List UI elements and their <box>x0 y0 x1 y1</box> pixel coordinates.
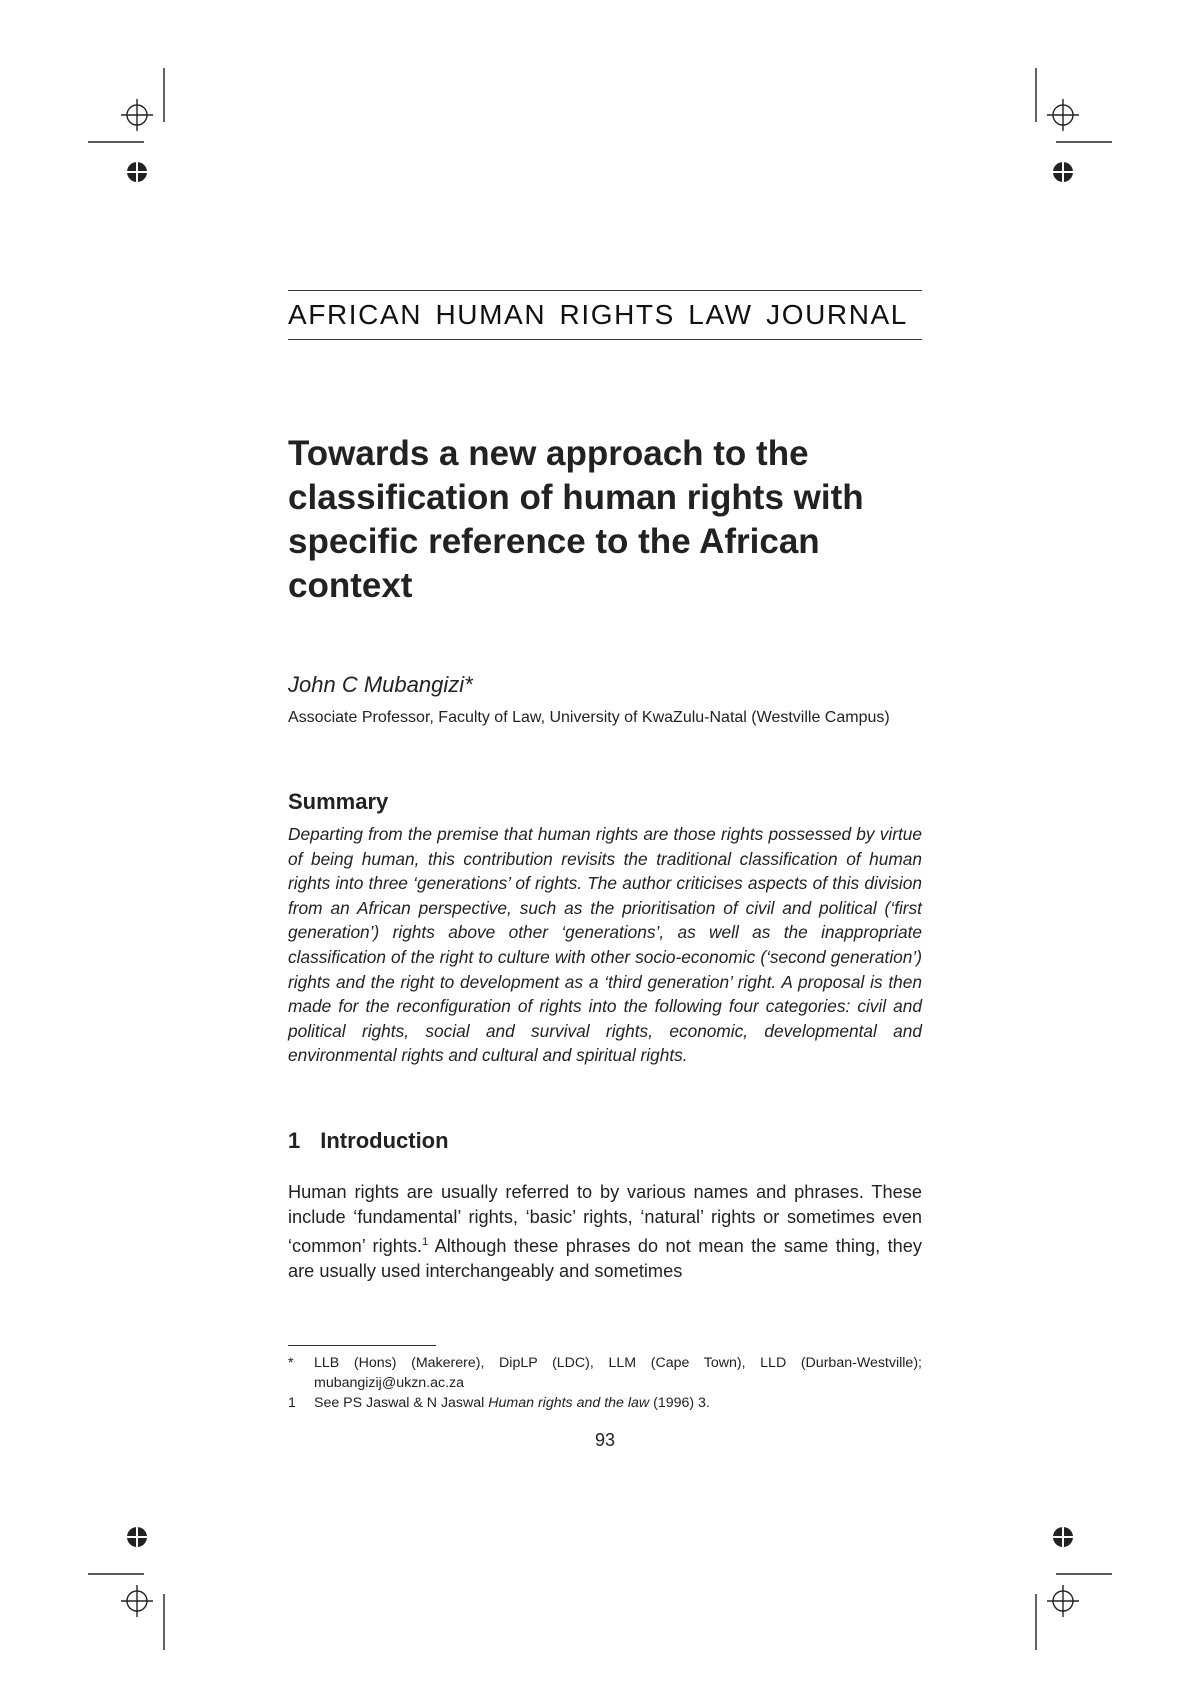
footnote-divider <box>288 1345 436 1346</box>
registration-dot-top-right <box>1050 159 1076 185</box>
summary-heading: Summary <box>288 789 389 814</box>
registration-dot-icon <box>1050 1524 1076 1550</box>
author-name: John C Mubangizi* <box>288 672 473 697</box>
registration-dot-top-left <box>124 159 150 185</box>
footnote-marker: 1 <box>288 1395 296 1411</box>
section-number: 1 <box>288 1128 301 1153</box>
author-affiliation: Associate Professor, Faculty of Law, University of KwaZulu-Natal (Westville Campus) <box>288 709 890 726</box>
footnotes <box>288 1353 922 1413</box>
registration-dot-icon <box>1050 159 1076 185</box>
registration-crosshair-icon <box>1022 1560 1112 1650</box>
crop-mark-bottom-right <box>1022 1560 1112 1650</box>
introduction-paragraph <box>288 1180 922 1284</box>
registration-dot-bottom-left <box>124 1524 150 1550</box>
footnote-marker: * <box>288 1355 294 1371</box>
registration-dot-bottom-right <box>1050 1524 1076 1550</box>
summary-text: Departing from the premise that human rights are those rights possessed by virtue of being human, this contribution revisits the traditional classification of human rights into three ‘generations’ of rights. The author criticises aspects of this division from an African perspective, such as the prioritisation of civil and political (‘first generation’) rights above other ‘generations’, as well as the inappropriate classification of the right to culture with other socio-economic (‘second generation’) rights and the right to development as a ‘third generation’ right. A proposal is then made for the reconfiguration of rights into the following four categories: civil and political rights, social and survival rights, economic, developmental and environmental rights and cultural and spiritual rights. <box>288 824 922 1066</box>
registration-crosshair-icon <box>88 1560 178 1650</box>
introduction-text-part-1: Human rights are usually referred to by various names and phrases. These include ‘fundamental’ rights, ‘basic’ rights, ‘natural’ rights or sometimes even ‘common’ rights. <box>288 1182 922 1257</box>
registration-crosshair-icon <box>1022 68 1112 158</box>
crop-mark-top-right <box>1022 68 1112 158</box>
page-number: 93 <box>594 1430 616 1450</box>
section-title: Introduction <box>320 1128 449 1153</box>
section-heading <box>288 1128 449 1154</box>
registration-dot-icon <box>124 159 150 185</box>
footnote-item <box>288 1393 922 1413</box>
footnote-citation-prefix: See PS Jaswal & N Jaswal <box>314 1395 489 1411</box>
registration-dot-icon <box>124 1524 150 1550</box>
crop-mark-bottom-left <box>88 1560 178 1650</box>
journal-name: AFRICAN HUMAN RIGHTS LAW JOURNAL <box>288 299 908 330</box>
footnote-item <box>288 1353 922 1393</box>
footnote-text: LLB (Hons) (Makerere), DipLP (LDC), LLM (Cape Town), LLD (Durban-Westville); mubangizij@ukzn.ac.za <box>314 1355 922 1391</box>
article-title: Towards a new approach to the classification of human rights with specific reference to the African context <box>288 434 864 605</box>
footnote-citation-suffix: (1996) 3. <box>649 1395 710 1411</box>
registration-crosshair-icon <box>88 68 178 158</box>
footnote-reference: 1 <box>422 1236 429 1248</box>
footnote-text <box>314 1393 922 1413</box>
crop-mark-top-left <box>88 68 178 158</box>
journal-masthead <box>288 290 922 340</box>
footnote-book-title: Human rights and the law <box>488 1395 650 1411</box>
introduction-text-part-2: Although these phrases do not mean the same thing, they are usually used interchangeably and sometimes <box>288 1236 922 1282</box>
